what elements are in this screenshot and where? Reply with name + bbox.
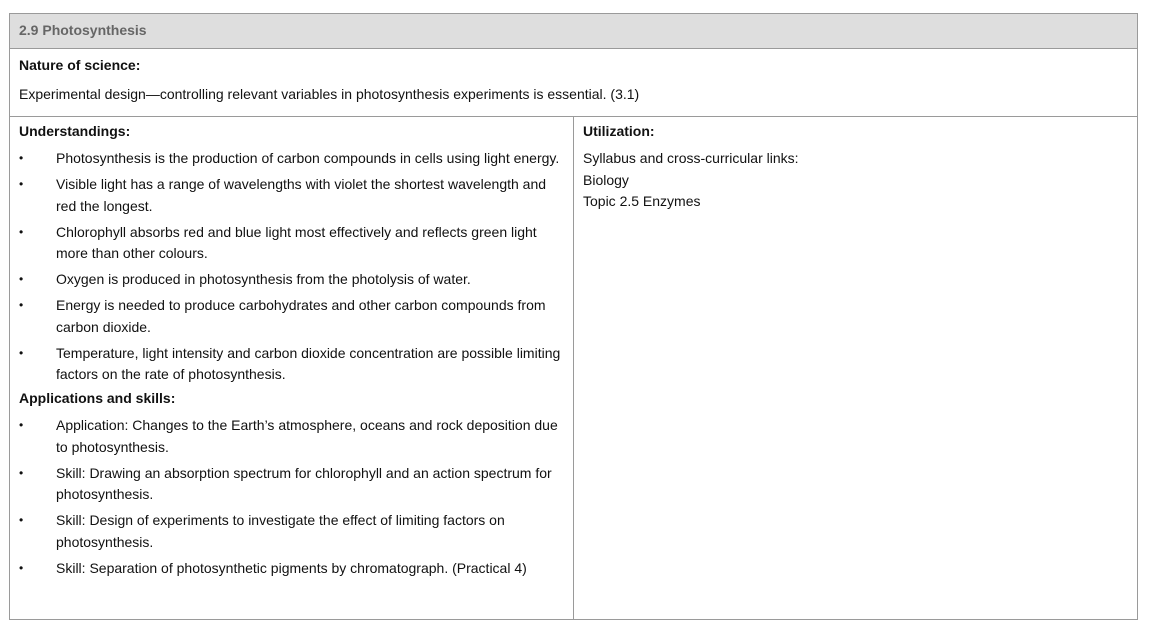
bullet-icon: • [19,465,24,480]
list-item-text: Photosynthesis is the production of carbon compounds in cells using light energy. [56,150,560,166]
list-item-text: Energy is needed to produce carbohydrates and other carbon compounds from carbon dioxide. [56,297,546,335]
utilization-line: Biology [583,171,629,188]
nature-of-science-heading: Nature of science: [19,57,141,73]
bullet-icon: • [19,272,24,286]
list-item [19,510,573,553]
nature-of-science-section [10,49,1137,117]
list-item-text: Temperature, light intensity and carbon dioxide concentration are possible limiting factors on the rate of photosynthesis. [56,344,561,382]
utilization-column [574,117,1137,620]
applications-heading: Applications and skills: [19,390,176,406]
list-item-text: Skill: Drawing an absorption spectrum for chlorophyll and an action spectrum for photosynthesis. [56,464,552,502]
understandings-heading: Understandings: [19,123,131,139]
bullet-icon: • [19,513,24,527]
list-item [19,174,573,217]
bullet-icon: • [19,560,24,575]
syllabus-table [9,13,1138,620]
list-item [19,269,573,291]
list-item [19,222,573,265]
list-item [19,148,573,170]
list-item [19,558,573,580]
bullet-icon: • [19,298,24,312]
utilization-line: Topic 2.5 Enzymes [583,193,701,209]
nature-of-science-text: Experimental design—controlling relevant variables in photosynthesis experiments is essential. (3.1) [19,86,640,102]
bullet-icon: • [19,224,24,239]
bullet-icon: • [19,151,24,165]
list-item-text: Skill: Design of experiments to investigate the effect of limiting factors on photosynthesis. [56,512,505,550]
list-item-text: Skill: Separation of photosynthetic pigments by chromatograph. (Practical 4) [56,559,527,576]
applications-list [19,415,573,579]
utilization-heading: Utilization: [583,123,655,139]
bullet-icon: • [19,418,24,432]
bullet-icon: • [19,345,24,360]
topic-title: 2.9 Photosynthesis [10,14,1137,49]
content-columns [10,117,1137,620]
list-item [19,343,573,386]
list-item-text: Application: Changes to the Earth’s atmosphere, oceans and rock deposition due to photosynthesis. [56,417,558,455]
understandings-column [10,117,574,620]
list-item-text: Visible light has a range of wavelengths with violet the shortest wavelength and red the longest. [56,176,547,214]
list-item [19,295,573,338]
list-item-text: Oxygen is produced in photosynthesis from the photolysis of water. [56,271,471,287]
list-item-text: Chlorophyll absorbs red and blue light most effectively and reflects green light more than other colours. [56,223,537,261]
utilization-line: Syllabus and cross-curricular links: [583,150,799,166]
list-item [19,463,573,506]
bullet-icon: • [19,177,24,191]
understandings-list [19,148,573,386]
list-item [19,415,573,458]
